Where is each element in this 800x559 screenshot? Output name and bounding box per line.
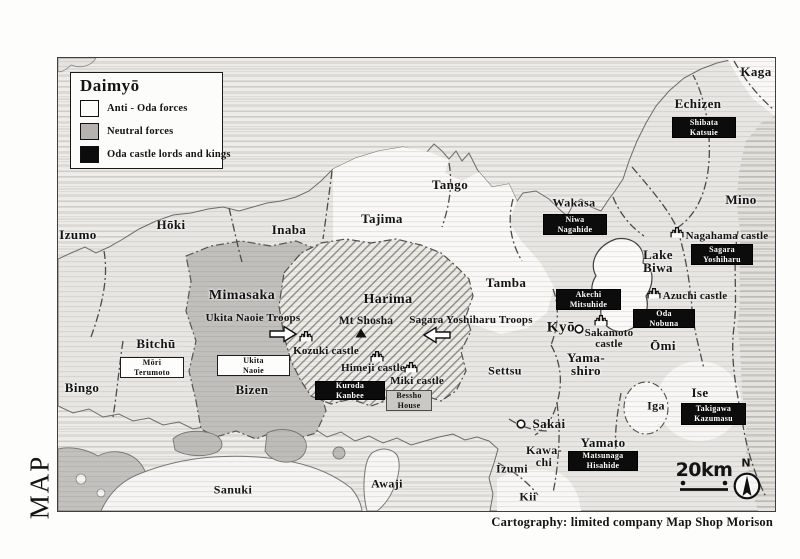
castle-icon — [299, 330, 313, 342]
label-line: Ukita — [243, 355, 264, 365]
province-label-wakasa: Wakasa — [552, 195, 596, 210]
label-line: Mōri — [142, 357, 162, 367]
label-line: Yoshiharu — [703, 254, 741, 264]
province-label-ise: Ise — [691, 385, 709, 400]
province-label-yamashiro — [567, 351, 605, 377]
legend-item-oda — [80, 146, 231, 163]
province-label-kaga: Kaga — [740, 64, 772, 79]
daimyo-box-oda-nobuna — [633, 309, 695, 328]
castle-icon — [670, 226, 684, 238]
legend-item-neutral — [80, 123, 213, 140]
daimyo-box-sagara-yoshiharu — [691, 244, 753, 265]
label-line: Takigawa — [695, 404, 732, 414]
neutral-swatch — [80, 123, 99, 140]
daimyo-box-mori-terumoto — [120, 357, 184, 378]
legend-item-label: Anti - Oda forces — [107, 103, 188, 114]
himeji-castle-label: Himeji castle — [341, 362, 405, 374]
legend-item-label: Oda castle lords and kings — [107, 149, 231, 160]
azuchi-castle-label: Azuchi castle — [662, 290, 728, 302]
province-label-tango: Tango — [431, 177, 469, 192]
province-label-bitchu: Bitchū — [136, 336, 176, 351]
label-line: Sakamoto — [584, 327, 634, 339]
daimyo-box-akechi-mitsuhide — [556, 289, 621, 310]
label-line: Hisahide — [586, 461, 620, 470]
castle-icon — [370, 350, 384, 362]
label-line: Lake — [643, 247, 673, 262]
ukita-troops-label: Ukita Naoie Troops — [205, 312, 301, 324]
label-line: Katsuie — [689, 127, 719, 137]
kozuki-castle-label: Kozuki castle — [293, 345, 359, 357]
page-vertical-title: MAP — [24, 454, 55, 520]
province-label-yamato: Yamato — [580, 435, 626, 450]
province-label-iga: Iga — [647, 398, 665, 413]
lake-biwa-label — [643, 248, 673, 274]
province-label-kii: Kii — [519, 489, 537, 504]
label-line: Kawa- — [526, 443, 562, 457]
province-label-sanuki: Sanuki — [213, 482, 253, 497]
label-line: Biwa — [643, 260, 673, 275]
legend-item-anti-oda — [80, 100, 213, 117]
cartography-credit: Cartography: limited company Map Shop Morison — [491, 515, 773, 529]
label-line: Shibata — [689, 117, 719, 127]
province-label-hoki: Hōki — [156, 217, 186, 232]
legend-box — [70, 72, 231, 169]
province-label-izumi: Izumi — [496, 461, 528, 476]
province-label-harima: Harima — [363, 292, 413, 307]
label-line: shiro — [571, 363, 601, 378]
label-line: Naoie — [242, 365, 265, 375]
daimyo-box-niwa-nagahide — [543, 214, 607, 235]
castle-icon — [594, 314, 608, 326]
troop-arrow-left-icon — [423, 327, 451, 344]
province-label-bizen: Bizen — [235, 382, 269, 397]
daimyo-box-takigawa-kazumasu — [681, 403, 746, 425]
mountain-icon — [356, 329, 367, 338]
compass-icon — [732, 471, 762, 501]
troop-arrow-right-icon — [269, 326, 297, 343]
daimyo-box-ukita-naoie — [217, 355, 290, 376]
sakamoto-castle-label — [585, 328, 634, 350]
label-line: Kazumasu — [694, 414, 733, 423]
label-line: Yama- — [566, 350, 606, 365]
daimyo-box-matsunaga-hisahide — [568, 451, 638, 471]
province-label-bingo: Bingo — [64, 380, 100, 395]
label-line: Matsunaga — [582, 451, 624, 461]
daimyo-box-bessho-house — [386, 390, 432, 411]
province-label-inaba: Inaba — [271, 222, 307, 237]
oda-swatch — [80, 146, 99, 163]
province-label-awaji: Awaji — [371, 476, 403, 491]
label-line: Bessho — [396, 390, 422, 400]
province-label-settsu: Settsu — [488, 363, 522, 378]
mt-shosha-label: Mt Shosha — [338, 315, 394, 327]
province-label-mimasaka: Mimasaka — [208, 288, 276, 303]
castle-icon — [647, 287, 661, 299]
label-line: House — [397, 400, 421, 410]
province-label-echizen: Echizen — [674, 96, 722, 111]
label-line: castle — [595, 338, 623, 350]
sakai-label: Sakai — [532, 416, 566, 431]
label-line: Niwa — [565, 214, 585, 224]
label-line: Mitsuhide — [569, 299, 608, 309]
compass-north-label: N — [741, 456, 751, 470]
label-line: chi — [535, 455, 553, 469]
miki-castle-label: Miki castle — [390, 375, 444, 387]
label-line: Nobuna — [649, 318, 679, 328]
sakai-city-icon — [516, 419, 526, 429]
label-line: Kanbee — [335, 390, 365, 400]
legend-title: Daimyō — [80, 76, 140, 95]
label-line: Akechi — [575, 289, 602, 299]
daimyo-box-kuroda-kanbee — [315, 381, 385, 400]
province-label-izumo: Izumo — [59, 227, 97, 242]
label-line: Oda — [656, 308, 672, 318]
castle-icon — [404, 361, 418, 373]
province-label-mino: Mino — [725, 192, 757, 207]
sagara-troops-label: Sagara Yoshiharu Troops — [409, 314, 533, 326]
province-label-tamba: Tamba — [485, 275, 527, 290]
daimyo-box-shibata-katsuie — [672, 117, 736, 138]
kyo-city-icon — [574, 324, 584, 334]
nagahama-castle-label: Nagahama castle — [685, 230, 769, 242]
label-line: Sagara — [709, 244, 735, 254]
legend-item-label: Neutral forces — [107, 126, 174, 137]
label-line: Kuroda — [335, 380, 365, 390]
province-label-tajima: Tajima — [361, 211, 403, 226]
anti-oda-swatch — [80, 100, 99, 117]
province-label-omi: Ōmi — [650, 338, 676, 353]
scale-bar-icon — [678, 479, 730, 493]
province-label-kawachi — [526, 444, 562, 468]
scale-label: 20km — [675, 459, 733, 481]
label-line: Terumoto — [134, 367, 170, 377]
kyo-label: Kyō — [546, 319, 576, 336]
label-line: Nagahide — [557, 224, 593, 234]
